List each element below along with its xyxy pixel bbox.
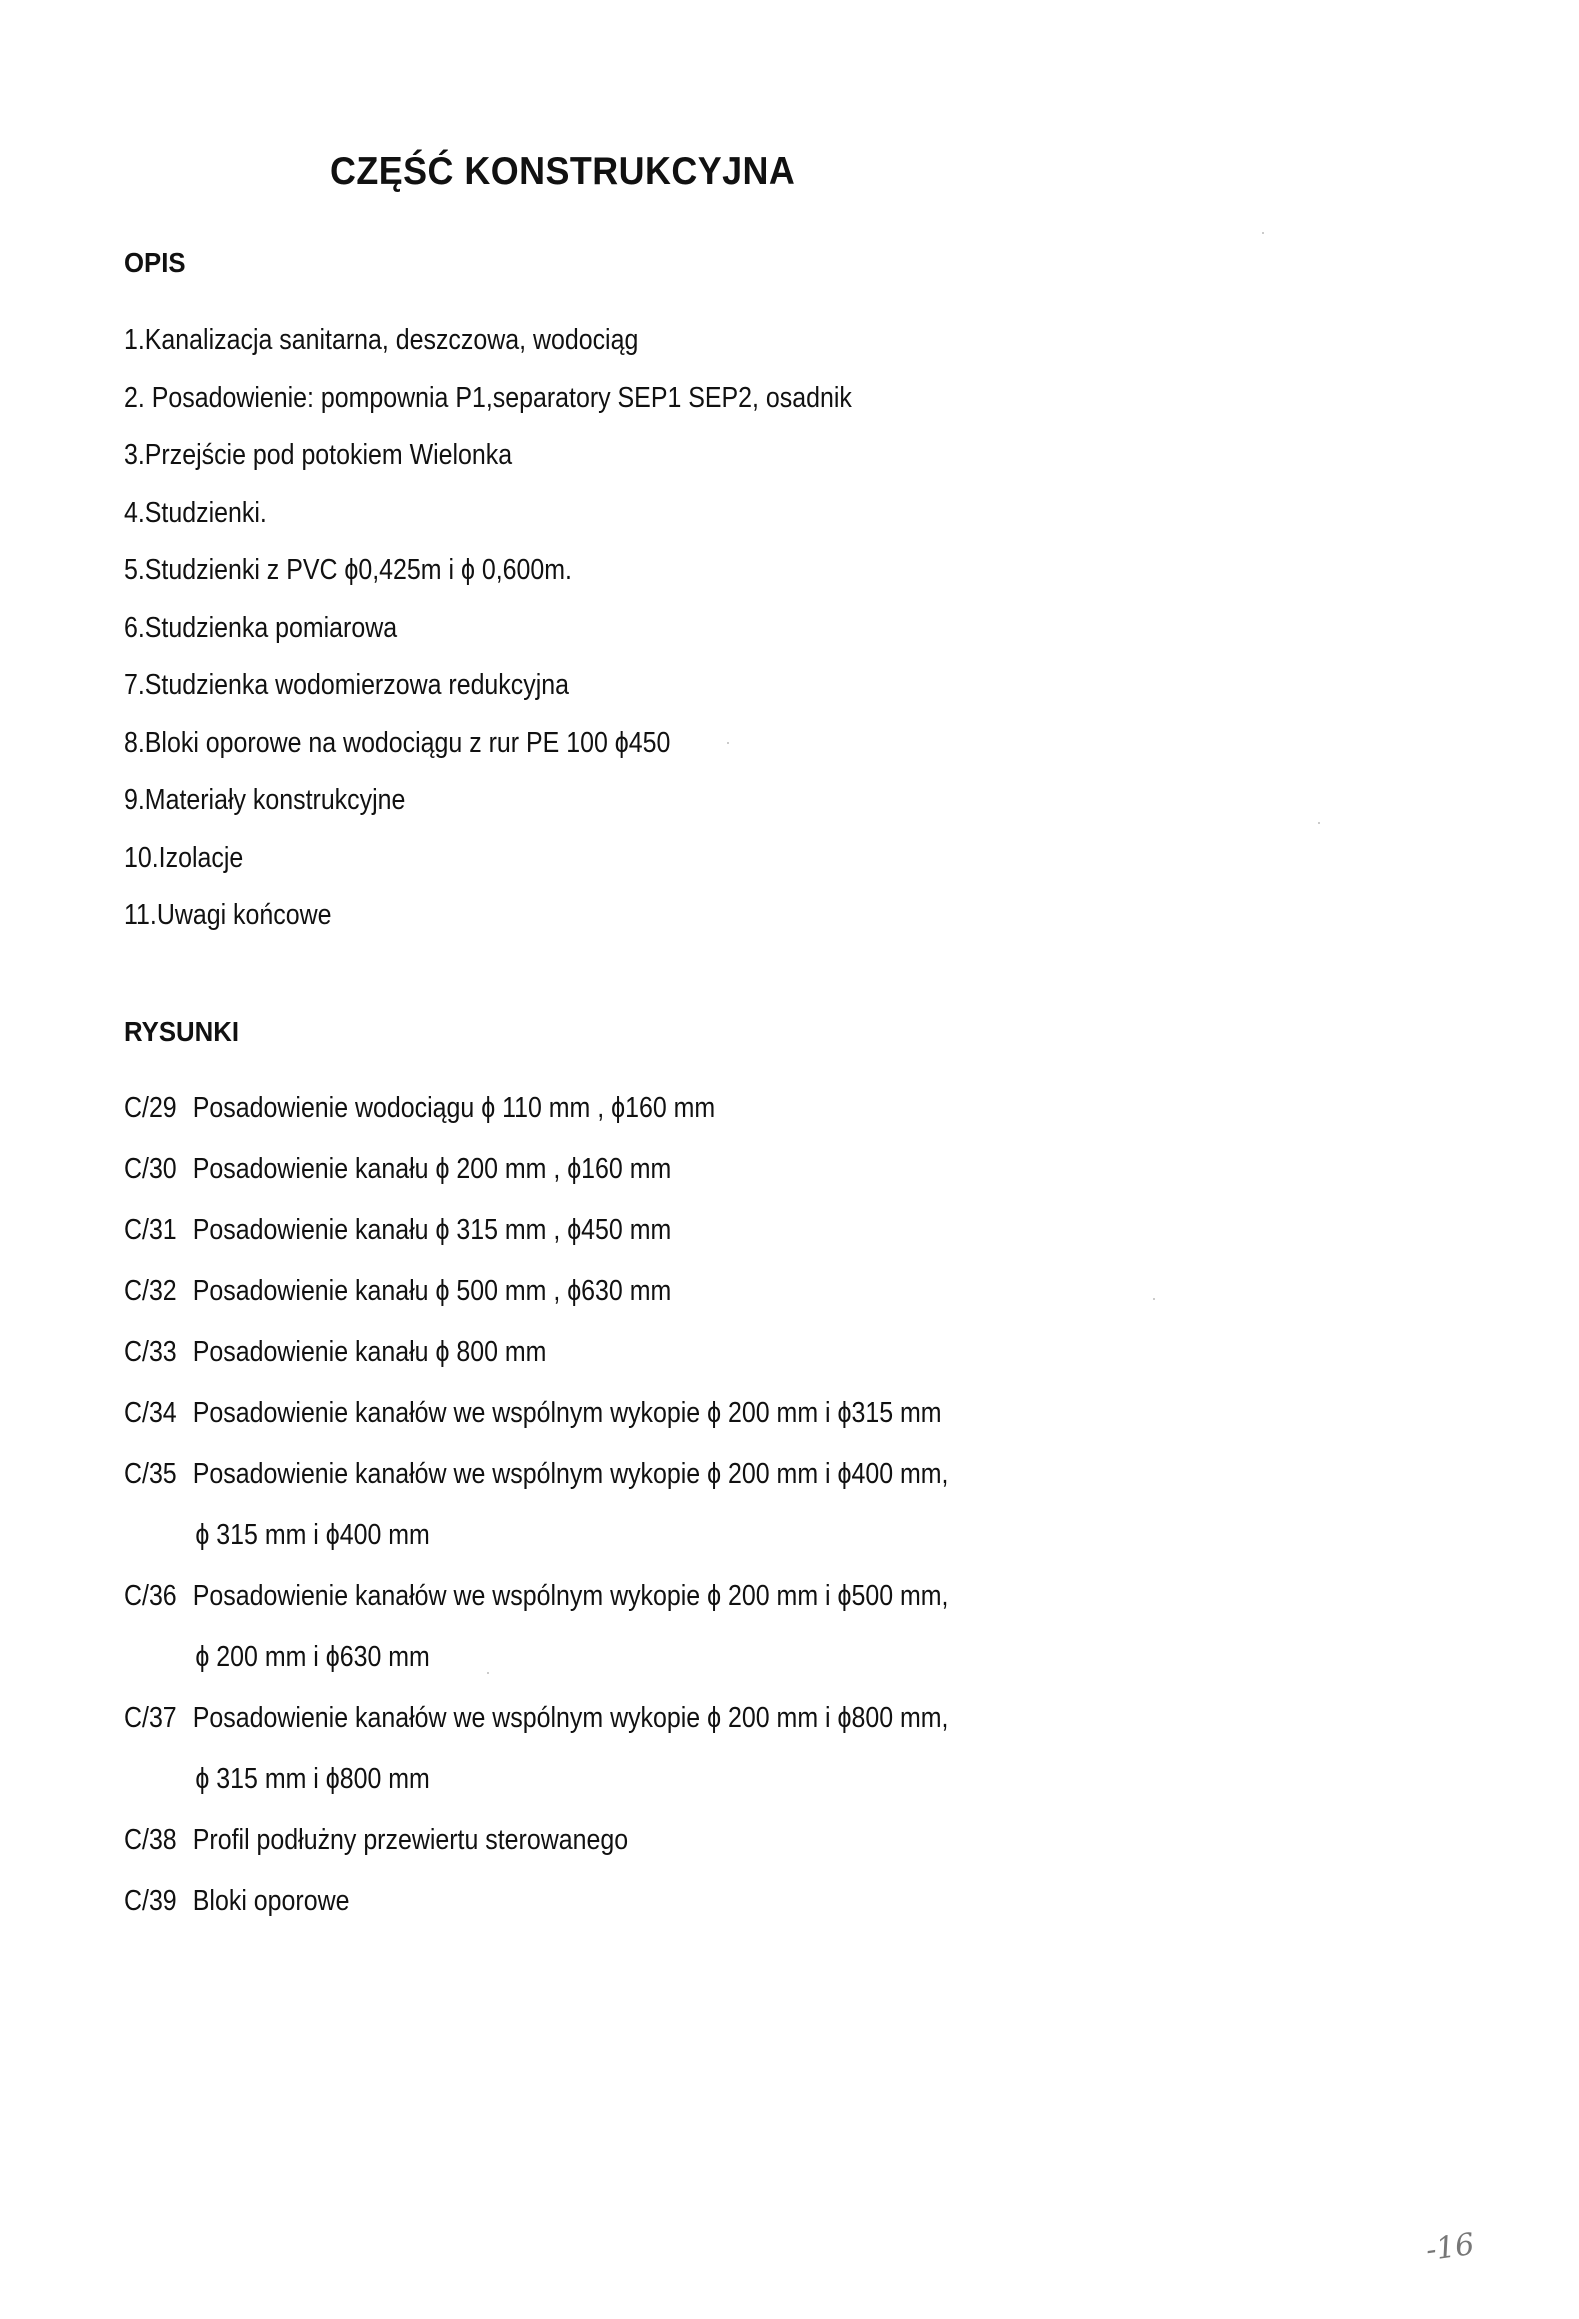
drawing-item-c38 — [124, 1822, 948, 1883]
drawing-item-c39 — [124, 1883, 948, 1944]
drawing-item-c32 — [124, 1273, 948, 1334]
scan-speck — [1153, 1298, 1155, 1300]
scan-speck — [1318, 822, 1320, 824]
drawing-code: C/35 — [124, 1458, 177, 1490]
opis-item-5: 5.Studzienki z PVC ϕ0,425m i ϕ 0,600m. — [124, 554, 572, 586]
drawing-title: Profil podłużny przewiertu sterowanego — [192, 1824, 629, 1856]
opis-item-3: 3.Przejście pod potokiem Wielonka — [124, 439, 513, 471]
drawing-item-c30 — [124, 1151, 948, 1212]
drawing-title: Bloki oporowe — [192, 1885, 350, 1917]
drawing-code: C/38 — [124, 1824, 177, 1856]
drawing-title: Posadowienie kanałów we wspólnym wykopie ϕ 200 mm i ϕ315 mm — [192, 1397, 942, 1429]
scan-speck — [487, 1672, 489, 1674]
drawing-code: C/29 — [124, 1092, 177, 1124]
scan-speck — [1262, 232, 1264, 234]
drawing-item-c31 — [124, 1212, 948, 1273]
opis-list — [124, 322, 970, 955]
opis-item-6: 6.Studzienka pomiarowa — [124, 611, 398, 644]
drawing-code: C/32 — [124, 1275, 177, 1307]
rysunki-list — [124, 1090, 1083, 1944]
scan-speck — [727, 742, 729, 744]
opis-heading: OPIS — [124, 247, 186, 278]
opis-item-4: 4.Studzienki. — [124, 496, 267, 529]
drawing-title-continuation: ϕ 315 mm i ϕ400 mm — [195, 1519, 430, 1551]
drawing-title: Posadowienie kanału ϕ 800 mm — [192, 1336, 547, 1368]
drawing-code: C/30 — [124, 1153, 177, 1185]
drawing-item-c36 — [124, 1578, 948, 1639]
drawing-title: Posadowienie kanałów we wspólnym wykopie ϕ 200 mm i ϕ500 mm, — [192, 1580, 949, 1612]
drawing-item-c34 — [124, 1395, 948, 1456]
rysunki-heading: RYSUNKI — [124, 1016, 239, 1047]
opis-item-1: 1.Kanalizacja sanitarna, deszczowa, wodociąg — [124, 324, 639, 356]
drawing-title: Posadowienie kanału ϕ 200 mm , ϕ160 mm — [192, 1153, 672, 1185]
document-title: CZĘŚĆ KONSTRUKCYJNA — [330, 150, 796, 193]
drawing-title: Posadowienie wodociągu ϕ 110 mm , ϕ160 mm — [192, 1092, 716, 1124]
drawing-item-c36-continuation — [124, 1639, 948, 1700]
drawing-code: C/39 — [124, 1885, 177, 1917]
drawing-item-c33 — [124, 1334, 948, 1395]
drawing-item-c35-continuation — [124, 1517, 948, 1578]
drawing-code: C/31 — [124, 1214, 177, 1246]
drawing-code: C/36 — [124, 1580, 177, 1612]
drawing-code: C/37 — [124, 1702, 177, 1734]
drawing-item-c35 — [124, 1456, 948, 1517]
opis-item-8: 8.Bloki oporowe na wodociągu z rur PE 100 ϕ450 — [124, 726, 671, 759]
opis-item-2: 2. Posadowienie: pompownia P1,separatory SEP1 SEP2, osadnik — [124, 381, 852, 414]
drawing-title: Posadowienie kanału ϕ 500 mm , ϕ630 mm — [192, 1275, 672, 1307]
drawing-title-continuation: ϕ 200 mm i ϕ630 mm — [195, 1641, 430, 1673]
drawing-code: C/34 — [124, 1397, 177, 1429]
opis-item-7: 7.Studzienka wodomierzowa redukcyjna — [124, 669, 570, 701]
opis-item-9: 9.Materiały konstrukcyjne — [124, 784, 406, 816]
drawing-title: Posadowienie kanałów we wspólnym wykopie ϕ 200 mm i ϕ800 mm, — [192, 1702, 949, 1734]
opis-item-10: 10.Izolacje — [124, 841, 244, 874]
drawing-item-c37 — [124, 1700, 948, 1761]
drawing-title-continuation: ϕ 315 mm i ϕ800 mm — [195, 1763, 430, 1795]
drawing-title: Posadowienie kanałów we wspólnym wykopie ϕ 200 mm i ϕ400 mm, — [192, 1458, 949, 1490]
drawing-code: C/33 — [124, 1336, 177, 1368]
drawing-title: Posadowienie kanału ϕ 315 mm , ϕ450 mm — [192, 1214, 672, 1246]
handwritten-page-number: -16 — [1423, 2226, 1477, 2269]
drawing-item-c37-continuation — [124, 1761, 948, 1822]
opis-item-11: 11.Uwagi końcowe — [124, 899, 332, 931]
drawing-item-c29 — [124, 1090, 948, 1151]
